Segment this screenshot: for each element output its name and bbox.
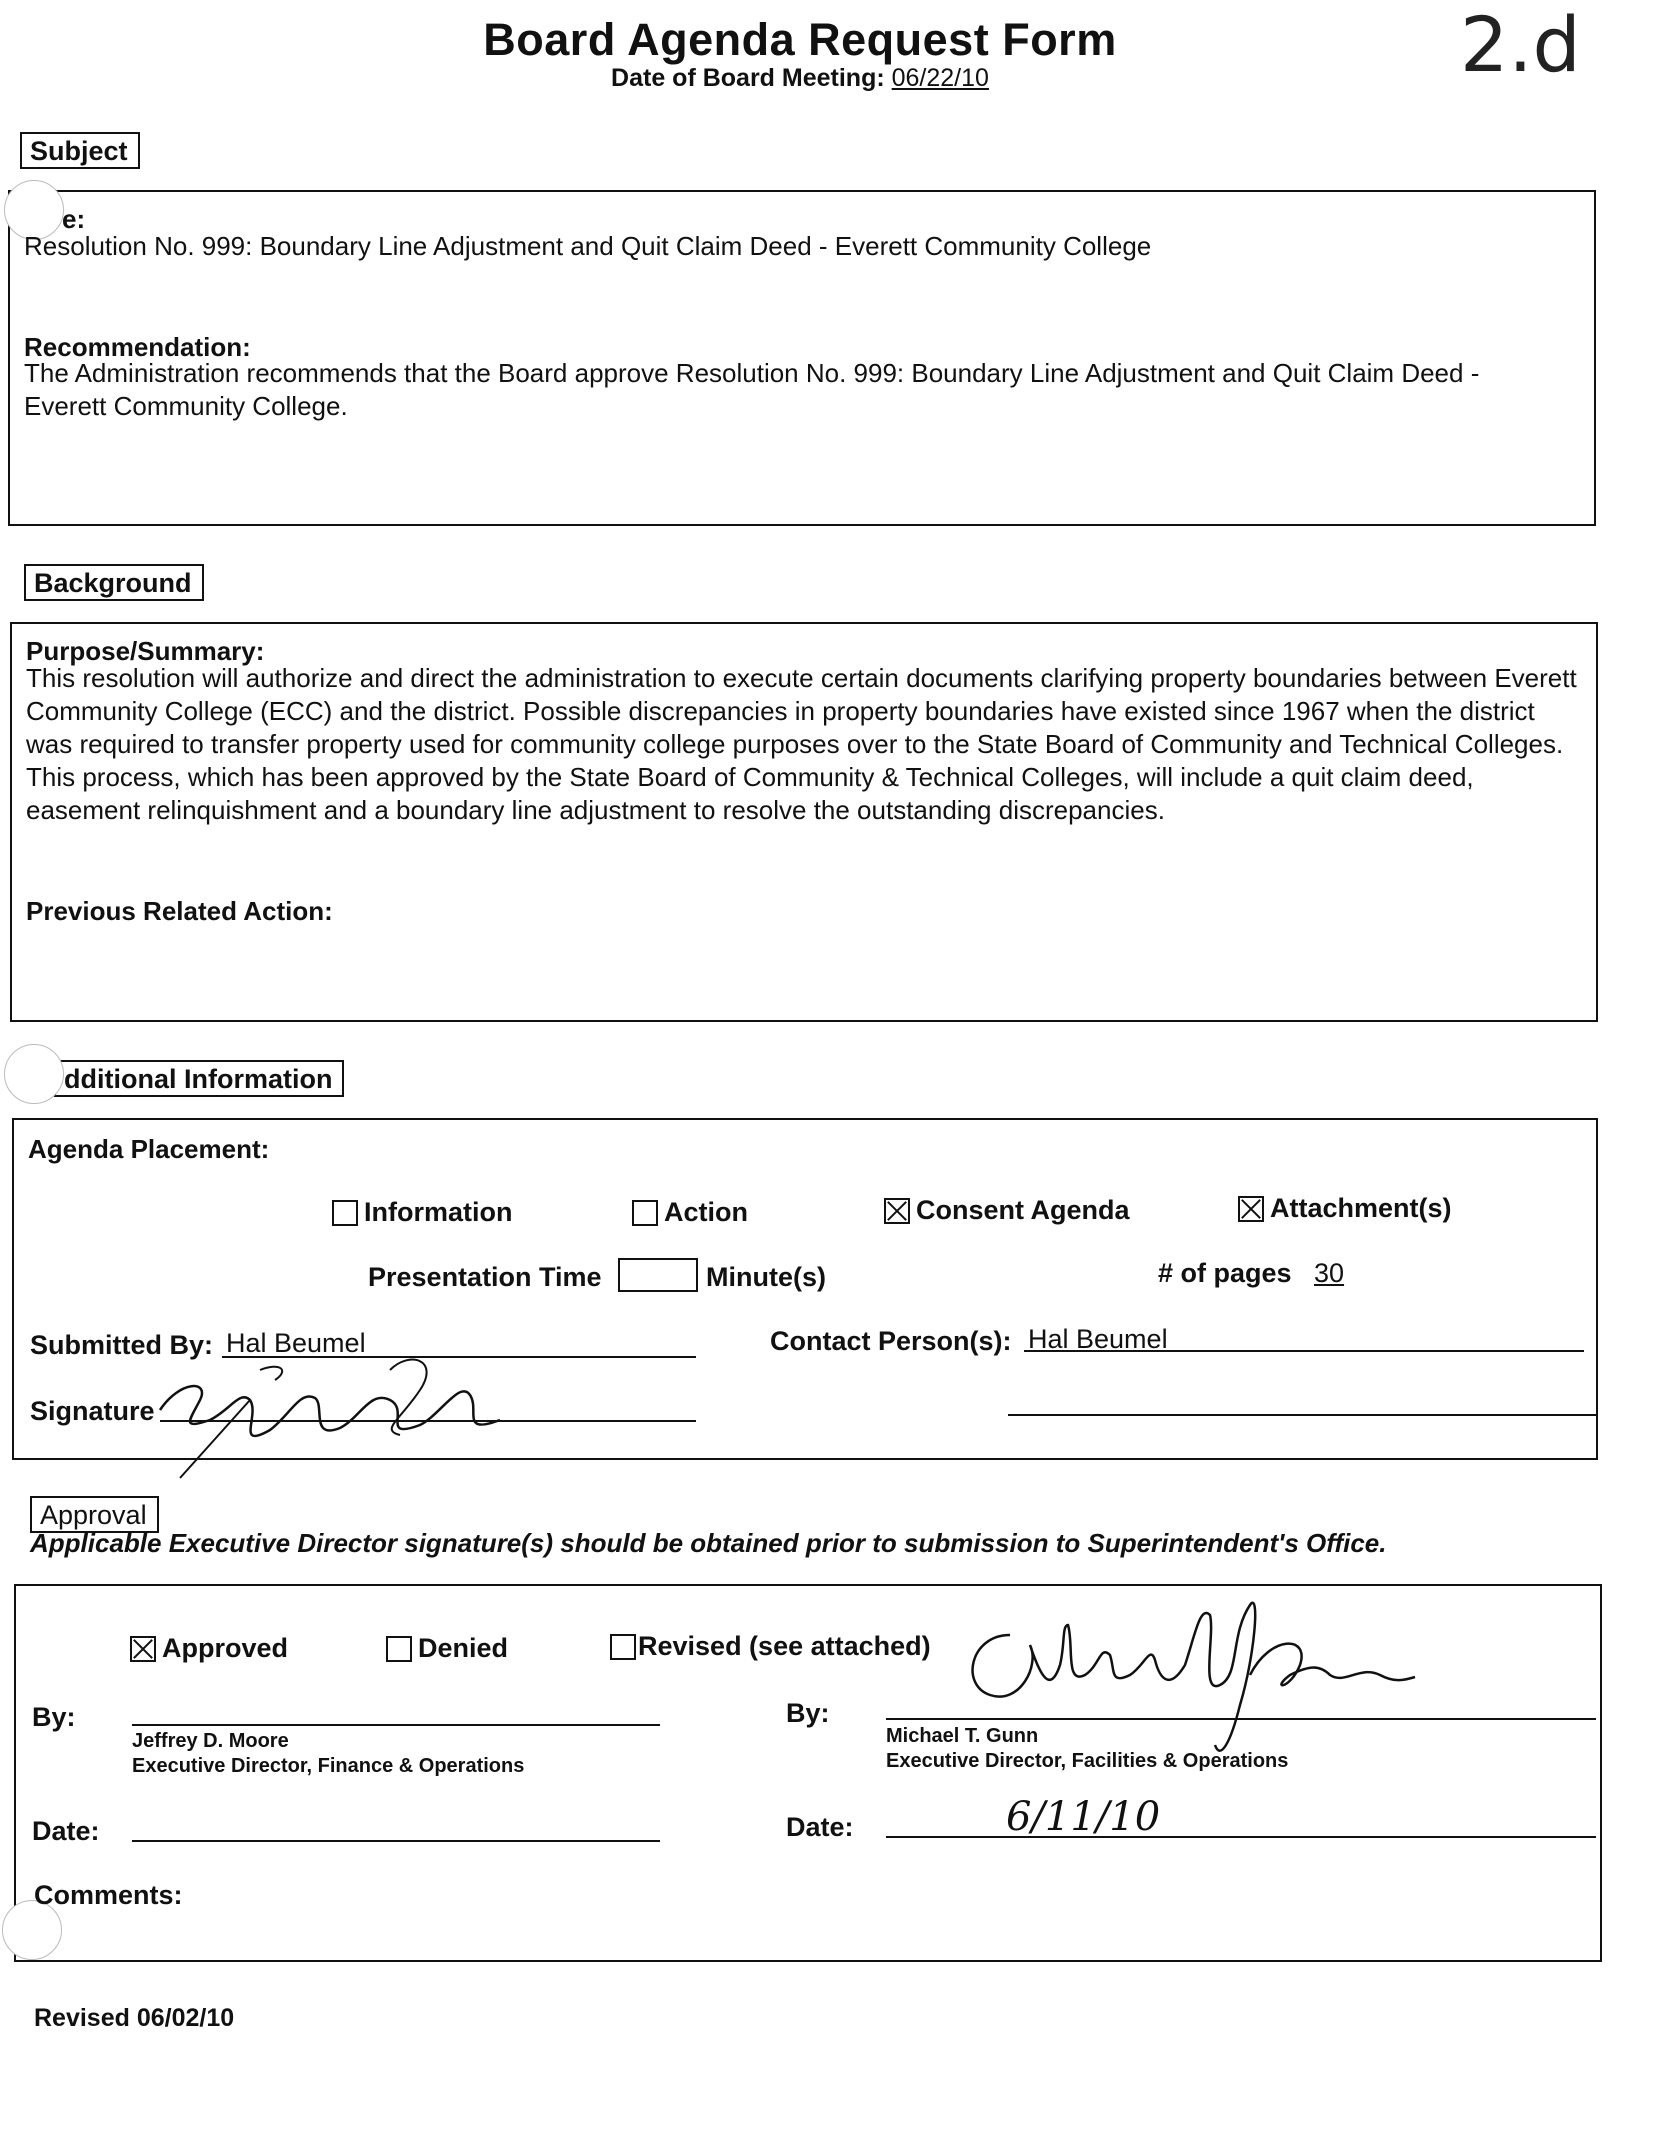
- previous-action-label: Previous Related Action:: [26, 896, 333, 926]
- background-tag: Background: [24, 564, 204, 601]
- meeting-date-line: [0, 64, 1600, 93]
- presentation-time-label: Presentation Time: [368, 1262, 602, 1292]
- secondary-signature-line: [1008, 1414, 1598, 1416]
- presentation-time-input[interactable]: [618, 1258, 698, 1292]
- subject-title-text: Resolution No. 999: Boundary Line Adjustment and Quit Claim Deed - Everett Community College: [24, 231, 1152, 261]
- right-approver-title: Executive Director, Facilities & Operations: [886, 1750, 1289, 1772]
- contact-person-value: Hal Beumel: [1028, 1324, 1168, 1354]
- left-date-line: [132, 1840, 660, 1842]
- approval-note: Applicable Executive Director signature(s) should be obtained prior to submission to Superintendent's Office.: [30, 1528, 1387, 1558]
- subject-title-label: e:: [62, 204, 86, 234]
- approved-checkbox[interactable]: [130, 1636, 156, 1662]
- pages-label: # of pages: [1158, 1258, 1292, 1288]
- submitter-signature: [140, 1340, 560, 1480]
- option-information[interactable]: Information: [332, 1196, 513, 1228]
- right-date-line: [886, 1836, 1596, 1838]
- approval-tag: Approval: [30, 1496, 159, 1533]
- subject-tag: Subject: [20, 132, 140, 169]
- right-date-value: 6/11/10: [1006, 1794, 1161, 1840]
- option-attachments[interactable]: Attachment(s): [1238, 1192, 1452, 1224]
- handwritten-item-number: 2.d: [1460, 0, 1581, 89]
- left-date-label: Date:: [32, 1816, 100, 1846]
- meeting-date-label: Date of Board Meeting:: [611, 64, 885, 92]
- submitted-by-value: Hal Beumel: [226, 1328, 366, 1358]
- right-date-label: Date:: [786, 1812, 854, 1842]
- additional-info-tag: dditional Information: [54, 1060, 344, 1097]
- right-approver-name: Michael T. Gunn: [886, 1725, 1039, 1747]
- recommendation-text: The Administration recommends that the Board approve Resolution No. 999: Boundary Line Adjustment and Quit Claim Deed - Everett Community College.: [24, 358, 1480, 421]
- action-checkbox[interactable]: [632, 1200, 658, 1226]
- left-approver-name: Jeffrey D. Moore: [132, 1730, 289, 1752]
- option-action[interactable]: Action: [632, 1196, 748, 1228]
- punch-hole: [4, 1044, 64, 1104]
- right-by-label: By:: [786, 1698, 830, 1728]
- form-title: Board Agenda Request Form: [483, 14, 1117, 65]
- pages-value: 30: [1314, 1258, 1345, 1288]
- attachments-checkbox[interactable]: [1238, 1196, 1264, 1222]
- recommendation-label: Recommendation:: [24, 332, 251, 362]
- purpose-text: This resolution will authorize and direct the administration to execute certain documents clarifying property boundaries between Everett Community College (ECC) and the district. Possible discrepancies in property boundaries have existed since 1967 when the district was required to transfer property used for community college purposes over to the State Board of Community and Technical Colleges. This process, which has been approved by the State Board of Community & Technical Colleges, will include a quit claim deed, easement relinquishment and a boundary line adjustment to resolve the outstanding discrepancies.: [26, 663, 1577, 825]
- minutes-label: Minute(s): [706, 1262, 826, 1292]
- revised-checkbox[interactable]: [610, 1634, 636, 1660]
- agenda-placement-label: Agenda Placement:: [28, 1134, 270, 1164]
- contact-person-label: Contact Person(s):: [770, 1326, 1012, 1356]
- submitted-by-label: Submitted By:: [30, 1330, 214, 1360]
- option-consent-agenda[interactable]: Consent Agenda: [884, 1194, 1130, 1226]
- comments-label: Comments:: [34, 1880, 183, 1910]
- approver-signature: [950, 1595, 1420, 1765]
- contact-person-line: [1024, 1350, 1584, 1352]
- left-by-line: [132, 1724, 660, 1726]
- signature-label: Signature: [30, 1396, 155, 1426]
- left-approver-title: Executive Director, Finance & Operations: [132, 1755, 525, 1777]
- revised-footer: Revised 06/02/10: [34, 2004, 235, 2032]
- option-revised[interactable]: Revised (see attached): [610, 1630, 931, 1662]
- option-denied[interactable]: Denied: [386, 1632, 508, 1664]
- consent-agenda-checkbox[interactable]: [884, 1198, 910, 1224]
- left-by-label: By:: [32, 1702, 76, 1732]
- meeting-date-value: 06/22/10: [891, 64, 989, 92]
- denied-checkbox[interactable]: [386, 1636, 412, 1662]
- information-checkbox[interactable]: [332, 1200, 358, 1226]
- purpose-label: Purpose/Summary:: [26, 636, 265, 666]
- option-approved[interactable]: Approved: [130, 1632, 288, 1664]
